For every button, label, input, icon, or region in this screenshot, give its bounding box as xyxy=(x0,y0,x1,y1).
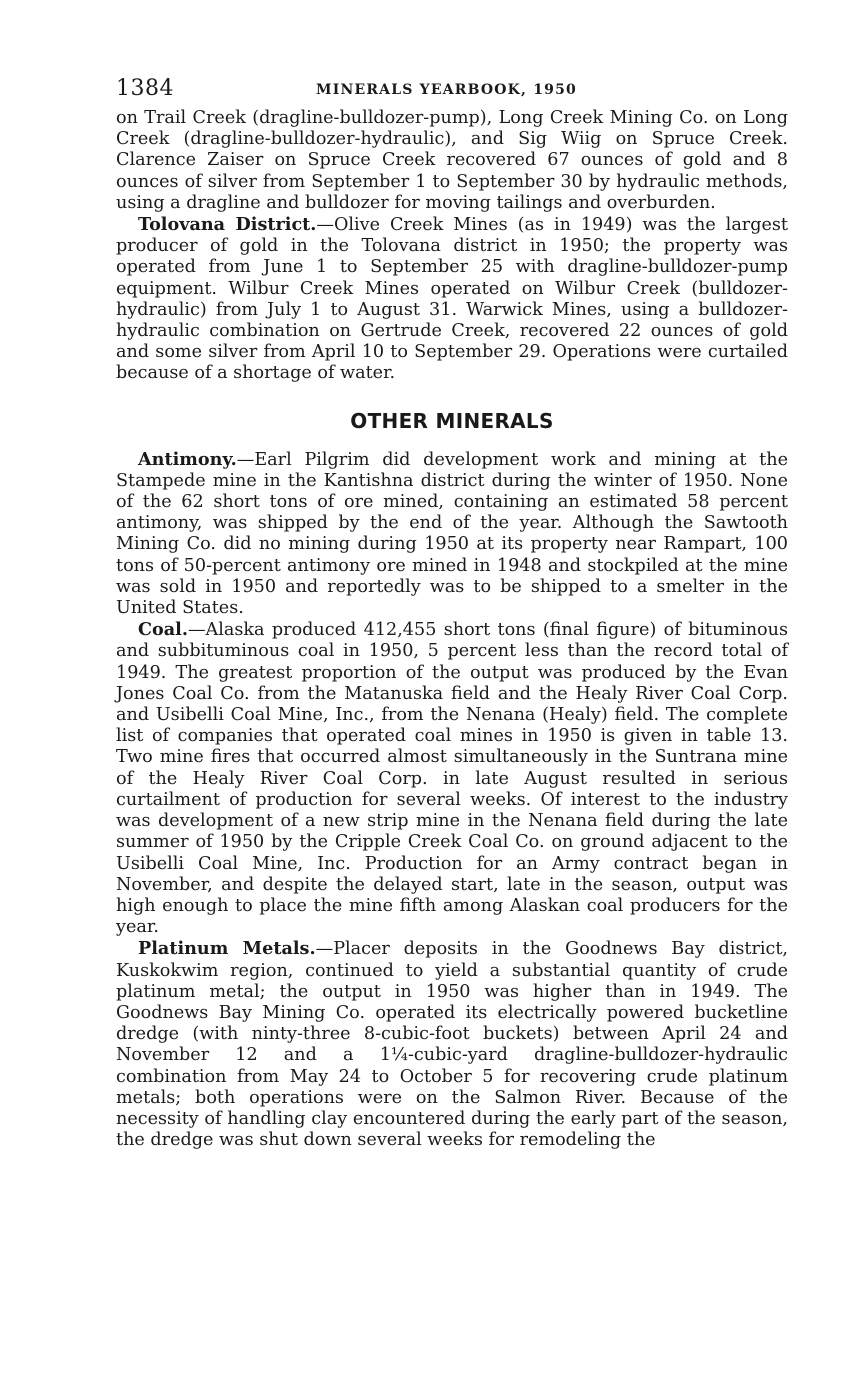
document-page xyxy=(116,76,788,1151)
paragraph-text: on Trail Creek (dragline-bulldozer-pump), Long Creek Mining Co. on Long Creek (dragline-bulldozer-hydraulic), and Sig Wiig on Spruce Creek. Clarence Zaiser on Spruce Creek recovered 67 ounces of gold and 8 ounces of silver from September 1 to September 30 by hydraulic methods, using a dragline and bulldozer for moving tailings and overburden. xyxy=(116,108,788,213)
paragraph-tolovana-district xyxy=(116,214,788,385)
paragraph-text: —Olive Creek Mines (as in 1949) was the largest producer of gold in the Tolovana district in 1950; the property was operated from June 1 to September 25 with dragline-bulldozer-pump equipment. Wilbur Creek Mines operated on Wilbur Creek (bulldozer-hydraulic) from July 1 to August 31. Warwick Mines, using a bulldozer-hydraulic combination on Gertrude Creek, recovered 22 ounces of gold and some silver from April 10 to September 29. Operations were curtailed because of a shortage of water. xyxy=(116,215,788,384)
paragraph-text: —Placer deposits in the Goodnews Bay district, Kuskokwim region, continued to yield a substantial quantity of crude platinum metal; the output in 1950 was higher than in 1949. The Goodnews Bay Mining Co. operated its electrically powered bucketline dredge (with ninty-three 8-cubic-foot buckets) between April 24 and November 12 and a 1¼-cubic-yard dragline-bulldozer-hydraulic combination from May 24 to October 5 for recovering crude platinum metals; both operations were on the Salmon River. Because of the necessity of handling clay encountered during the early part of the season, the dredge was shut down several weeks for remodeling the xyxy=(116,939,788,1151)
paragraph-antimony xyxy=(116,449,788,620)
paragraph-lead: Platinum Metals. xyxy=(138,938,316,960)
paragraph-platinum-metals xyxy=(116,938,788,1151)
paragraph-lead: Tolovana District. xyxy=(138,214,317,236)
book-title: MINERALS YEARBOOK, 1950 xyxy=(316,82,577,98)
paragraph-text: —Earl Pilgrim did development work and mining at the Stampede mine in the Kantishna district during the winter of 1950. None of the 62 short tons of ore mined, containing an estimated 58 percent antimony, was shipped by the end of the year. Although the Sawtooth Mining Co. did no mining during 1950 at its property near Rampart, 100 tons of 50-percent antimony ore mined in 1948 and stockpiled at the mine was sold in 1950 and reportedly was to be shipped to a smelter in the United States. xyxy=(116,449,788,619)
page-number: 1384 xyxy=(116,76,174,101)
paragraph-lead: Antimony. xyxy=(138,448,237,470)
paragraph-coal xyxy=(116,619,788,938)
paragraph-text: —Alaska produced 412,455 short tons (final figure) of bituminous and subbituminous coal in 1950, 5 percent less than the record total of 1949. The greatest proportion of the output was produced by the Evan Jones Coal Co. from the Matanuska field and the Healy River Coal Corp. and Usibelli Coal Mine, Inc., from the Nenana (Healy) field. The complete list of companies that operated coal mines in 1950 is given in table 13. Two mine fires that occurred almost simultaneously in the Suntrana mine of the Healy River Coal Corp. in late August resulted in serious curtailment of production for several weeks. Of interest to the industry was development of a new strip mine in the Nenana field during the late summer of 1950 by the Cripple Creek Coal Co. on ground adjacent to the Usibelli Coal Mine, Inc. Production for an Army contract began in November, and despite the delayed start, late in the season, output was high enough to place the mine fifth among Alaskan coal producers for the year. xyxy=(116,620,788,938)
section-heading: OTHER MINERALS xyxy=(350,408,554,433)
running-header xyxy=(116,76,788,108)
paragraph-lead: Coal. xyxy=(138,619,188,641)
paragraph-trail-creek xyxy=(116,108,788,214)
